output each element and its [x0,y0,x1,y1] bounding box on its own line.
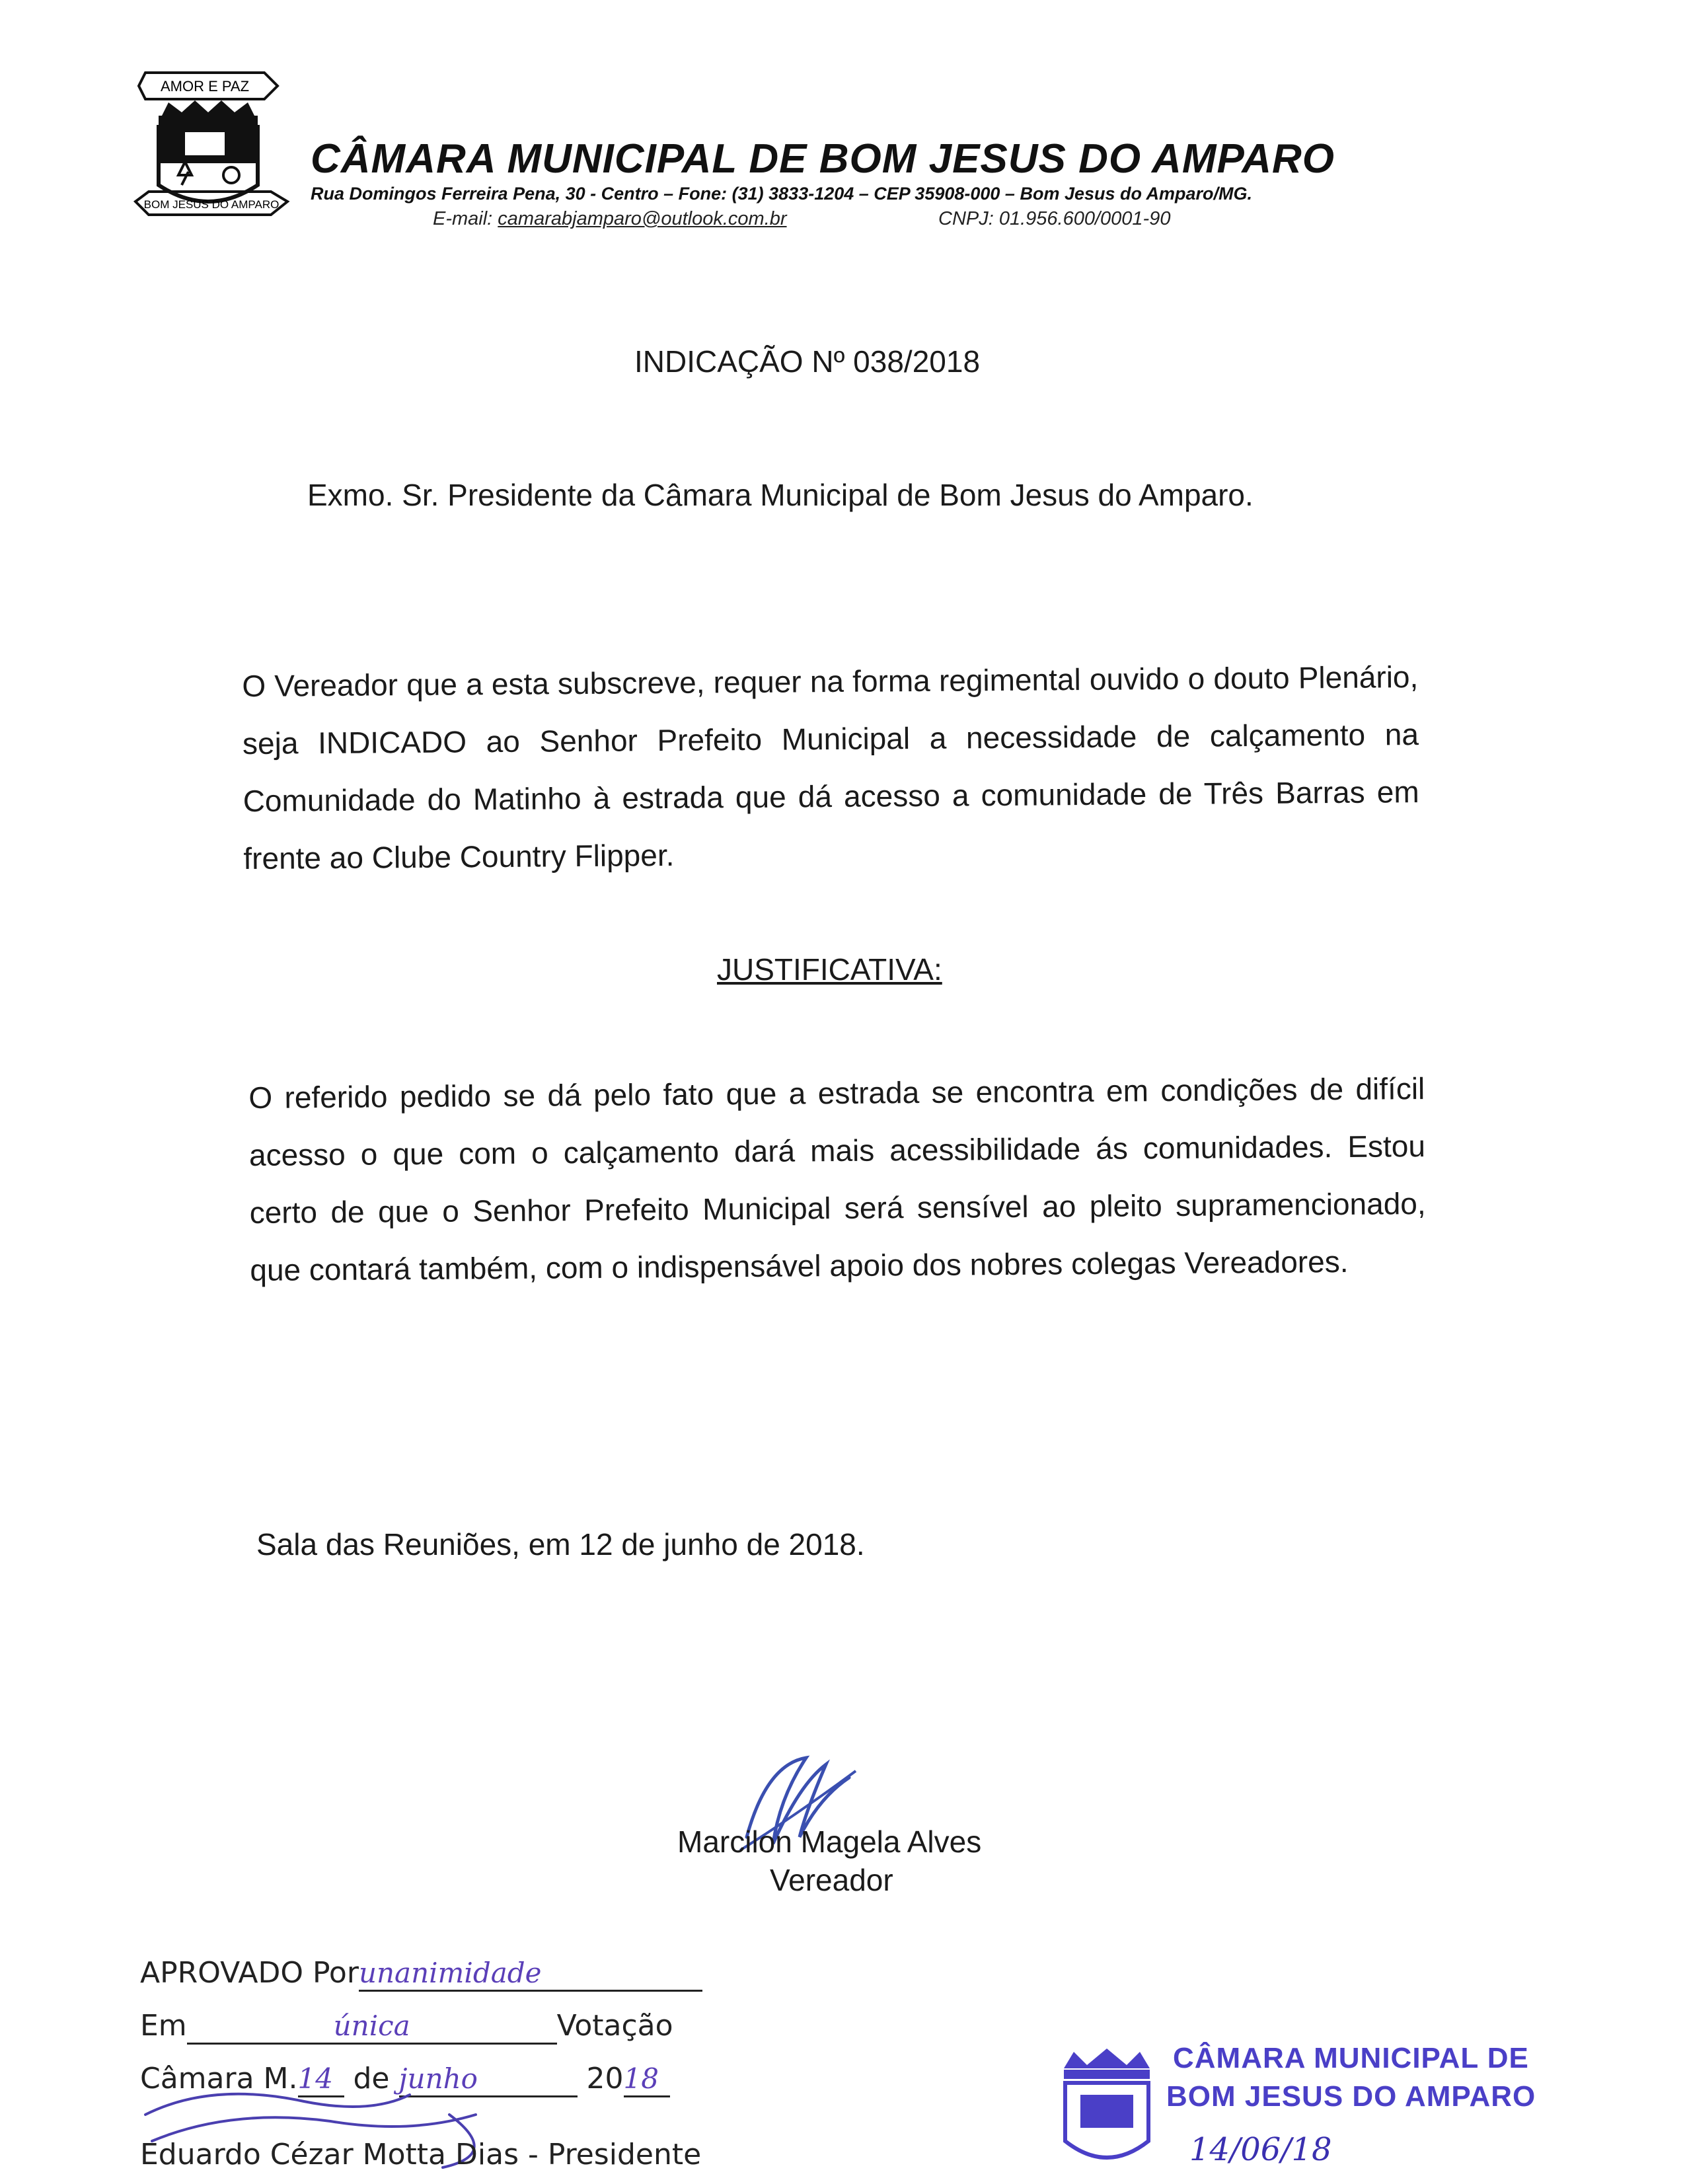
email-link[interactable]: camarabjamparo@outlook.com.br [498,208,787,229]
chamber-stamp-date: 14/06/18 [1189,2131,1332,2168]
chamber-address: Rua Domingos Ferreira Pena, 30 - Centro – Fone: (31) 3833-1204 – CEP 35908-000 – Bom Jesus do Amparo/MG. [311,184,1253,204]
president-line: Eduardo Cézar Motta Dias - Presidente [140,2138,702,2171]
approval-stamp-row-approved [140,1956,702,1992]
chamber-stamp-line-1: CÂMARA MUNICIPAL DE [1173,2042,1529,2074]
place-date: Sala das Reuniões, em 12 de junho de 2018. [256,1527,865,1562]
chamber-crest-logo [132,53,291,225]
svg-text:AMOR E PAZ: AMOR E PAZ [160,78,250,94]
day-value: 14 [297,2062,333,2095]
cnpj-text: CNPJ: 01.956.600/0001-90 [938,208,1171,229]
approved-label: APROVADO Por [140,1956,359,1990]
chamber-stamp-crest [1051,2042,1163,2181]
request-paragraph: O Vereador que a esta subscreve, requer na forma regimental ouvido o douto Plenário, seja INDICADO ao Senhor Prefeito Municipal a necessidade de calçamento na Comunidade do Matinho à estrada que dá acesso a comunidade de Três Barras em frente ao Clube Country Flipper. [242,659,1419,876]
email-label: E-mail: [433,208,493,229]
chamber-stamp-line-2: BOM JESUS DO AMPARO [1166,2080,1536,2113]
camara-label: Câmara M. [140,2062,298,2095]
de-label: de [353,2062,390,2095]
year-prefix: 20 [586,2062,624,2095]
approved-value: unanimidade [358,1957,542,1989]
signer-name: Marcilon Magela Alves [677,1825,982,1859]
month-value: junho [398,2062,478,2095]
justification-paragraph: O referido pedido se dá pelo fato que a estrada se encontra em condições de difícil acesso o que com o calçamento dará mais acessibilidade ás comunidades. Estou certo de que o Senhor Prefeito Municipal será sensível ao pleito supramencionado, que contará também, com o indispensável apoio dos nobres colegas Vereadores. [248,1071,1426,1287]
svg-text:BOM JESUS DO AMPARO: BOM JESUS DO AMPARO [143,198,280,211]
document-title: INDICAÇÃO Nº 038/2018 [634,344,981,379]
approval-stamp-row-vote [140,2009,673,2045]
votacao-label: Votação [556,2009,673,2043]
justification-heading: JUSTIFICATIVA: [717,952,942,987]
year-suffix: 18 [623,2062,659,2095]
salutation: Exmo. Sr. Presidente da Câmara Municipal de Bom Jesus do Amparo. [307,478,1254,512]
em-value: única [333,2010,410,2042]
signer-role: Vereador [770,1863,893,1897]
em-label: Em [140,2009,187,2043]
chamber-name-heading: CÂMARA MUNICIPAL DE BOM JESUS DO AMPARO [311,136,1335,182]
email-line [433,208,787,230]
